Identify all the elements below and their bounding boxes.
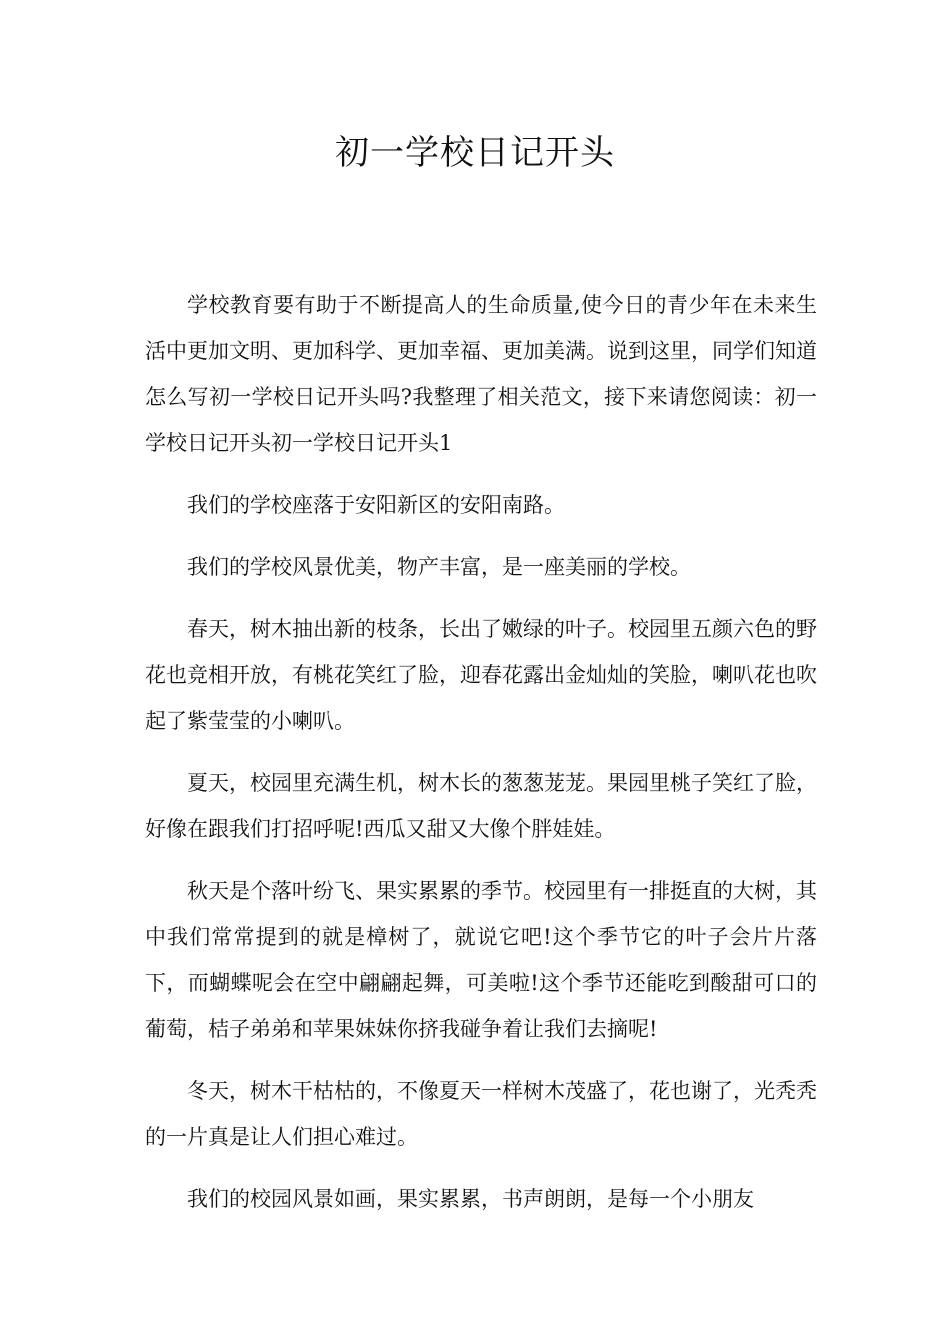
- paragraph-intro: 学校教育要有助于不断提高人的生命质量,使今日的青少年在未来生活中更加文明、更加科学、更加幸福、更加美满。说到这里，同学们知道怎么写初一学校日记开头吗?我整理了相关范文，接下来请您阅读：初一学校日记开头初一学校日记开头1: [145, 293, 817, 455]
- document-body: [145, 282, 817, 1238]
- document-title: 初一学校日记开头: [335, 133, 615, 173]
- paragraph-winter: 冬天，树木干枯枯的，不像夏天一样树木茂盛了，花也谢了，光秃秃的一片真是让人们担心难过。: [145, 1079, 817, 1149]
- paragraph-summer: 夏天，校园里充满生机，树木长的葱葱茏茏。果园里桃子笑红了脸，好像在跟我们打招呼呢!西瓜又甜又大像个胖娃娃。: [145, 771, 817, 841]
- paragraph-location: 我们的学校座落于安阳新区的安阳南路。: [187, 493, 565, 517]
- paragraph-spring: 春天，树木抽出新的枝条，长出了嫩绿的叶子。校园里五颜六色的野花也竞相开放，有桃花笑红了脸，迎春花露出金灿灿的笑脸，喇叭花也吹起了紫莹莹的小喇叭。: [145, 617, 817, 733]
- paragraph-overview: 我们的学校风景优美，物产丰富，是一座美丽的学校。: [187, 555, 691, 579]
- paragraph-closing: 我们的校园风景如画，果实累累，书声朗朗，是每一个小朋友: [187, 1187, 754, 1211]
- paragraph-autumn: 秋天是个落叶纷飞、果实累累的季节。校园里有一排挺直的大树，其中我们常常提到的就是樟树了，就说它吧!这个季节它的叶子会片片落下，而蝴蝶呢会在空中翩翩起舞，可美啦!这个季节还能吃到酸甜可口的葡萄，桔子弟弟和苹果妹妹你挤我碰争着让我们去摘呢!: [145, 879, 817, 1041]
